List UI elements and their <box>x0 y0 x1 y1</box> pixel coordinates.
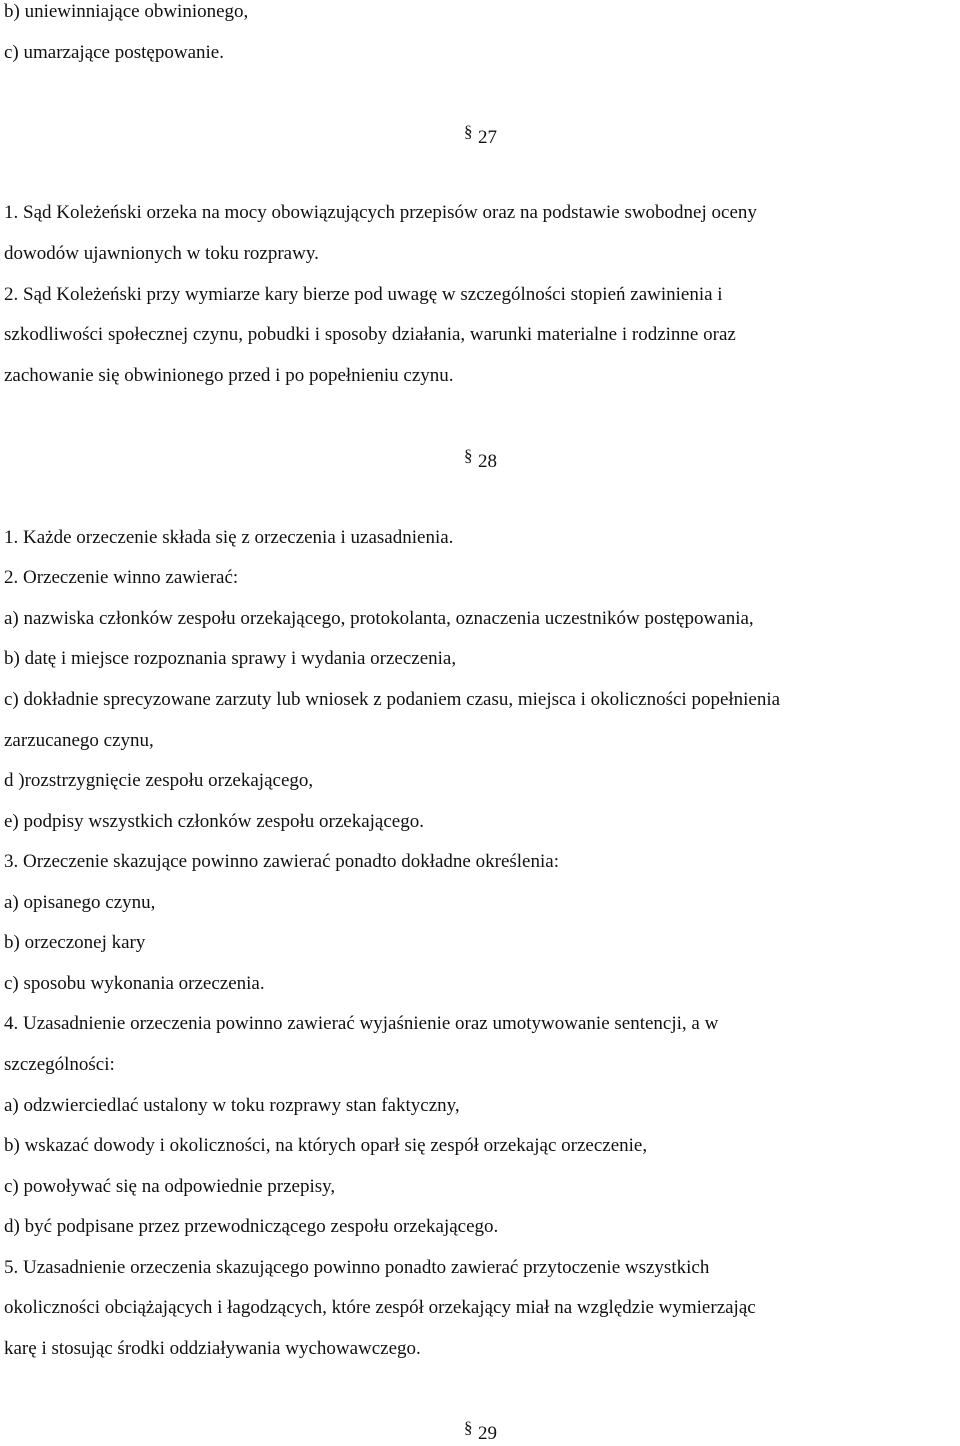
text-line: b) datę i miejsce rozpoznania sprawy i wydania orzeczenia, <box>4 648 457 669</box>
text-line: szczególności: <box>4 1054 115 1075</box>
text-line: dowodów ujawnionych w toku rozprawy. <box>4 243 319 264</box>
text-line: d) być podpisane przez przewodniczącego zespołu orzekającego. <box>4 1216 499 1237</box>
section-heading-29 <box>464 1416 497 1446</box>
text-line: c) dokładnie sprecyzowane zarzuty lub wniosek z podaniem czasu, miejsca i okoliczności popełnienia <box>4 689 781 710</box>
text-line: a) opisanego czynu, <box>4 892 156 913</box>
text-line: zachowanie się obwinionego przed i po popełnieniu czynu. <box>4 365 454 386</box>
text-line: 3. Orzeczenie skazujące powinno zawierać ponadto dokładne określenia: <box>4 851 559 872</box>
text-line: 2. Orzeczenie winno zawierać: <box>4 567 239 588</box>
text-line: c) powoływać się na odpowiednie przepisy, <box>4 1176 336 1197</box>
text-line: 1. Każde orzeczenie składa się z orzeczenia i uzasadnienia. <box>4 527 454 548</box>
text-line: e) podpisy wszystkich członków zespołu orzekającego. <box>4 811 424 832</box>
text-line: zarzucanego czynu, <box>4 730 154 751</box>
text-line: b) orzeczonej kary <box>4 932 146 953</box>
text-line: a) nazwiska członków zespołu orzekającego, protokolanta, oznaczenia uczestników postępowania, <box>4 608 754 629</box>
text-line: c) umarzające postępowanie. <box>4 42 224 63</box>
text-line: 5. Uzasadnienie orzeczenia skazującego powinno ponadto zawierać przytoczenie wszystkich <box>4 1257 710 1278</box>
text-line: szkodliwości społecznej czynu, pobudki i sposoby działania, warunki materialne i rodzinne oraz <box>4 324 736 345</box>
text-line: d )rozstrzygnięcie zespołu orzekającego, <box>4 770 314 791</box>
text-line: karę i stosując środki oddziaływania wychowawczego. <box>4 1338 421 1359</box>
text-line: 4. Uzasadnienie orzeczenia powinno zawierać wyjaśnienie oraz umotywowanie sentencji, a w <box>4 1013 719 1034</box>
text-line: okoliczności obciążających i łagodzących, które zespół orzekający miał na względzie wymierzając <box>4 1297 756 1318</box>
text-line: a) odzwierciedlać ustalony w toku rozprawy stan faktyczny, <box>4 1095 460 1116</box>
section-number: 29 <box>478 1423 497 1444</box>
section-heading-27 <box>464 120 497 150</box>
section-heading-28 <box>464 444 497 474</box>
section-number: 28 <box>478 451 497 472</box>
text-line: b) uniewinniające obwinionego, <box>4 1 249 22</box>
section-sign-icon <box>464 444 478 468</box>
text-line: b) wskazać dowody i okoliczności, na których oparł się zespół orzekając orzeczenie, <box>4 1135 648 1156</box>
text-line: 2. Sąd Koleżeński przy wymiarze kary bierze pod uwagę w szczególności stopień zawinienia i <box>4 284 723 305</box>
text-line: c) sposobu wykonania orzeczenia. <box>4 973 265 994</box>
section-number: 27 <box>478 127 497 148</box>
text-line: 1. Sąd Koleżeński orzeka na mocy obowiązujących przepisów oraz na podstawie swobodnej oceny <box>4 202 757 223</box>
section-sign-icon <box>464 1416 478 1440</box>
section-sign-icon <box>464 120 478 144</box>
